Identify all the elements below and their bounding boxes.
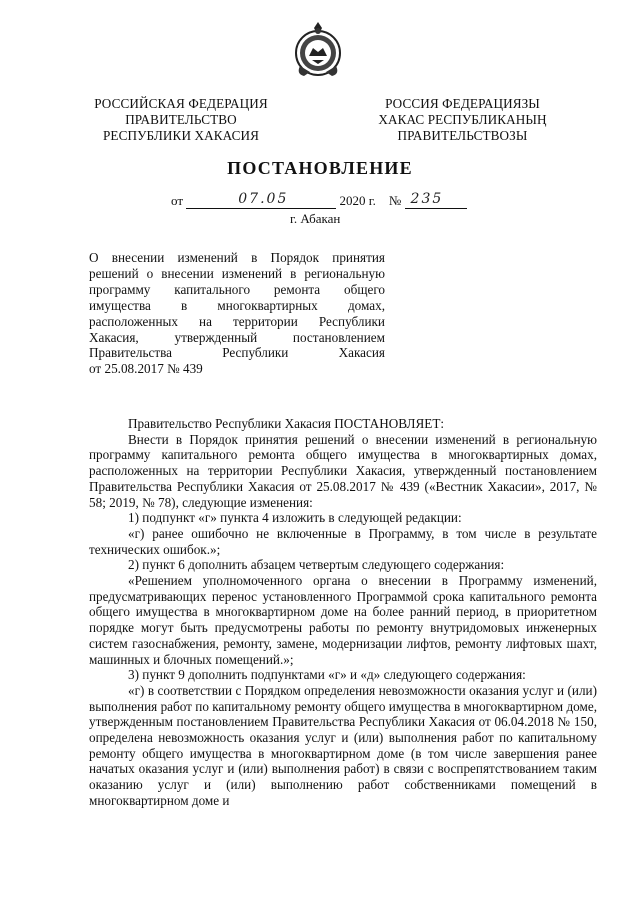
header-left-line: РЕСПУБЛИКИ ХАКАСИЯ — [103, 128, 259, 143]
coat-of-arms-icon — [292, 22, 344, 80]
subject-line: программу капитального ремонта общего — [89, 281, 385, 297]
paragraph: 3) пункт 9 дополнить подпунктами «г» и «д» следующего содержания: — [128, 667, 526, 683]
header-right-line: ХАКАС РЕСПУБЛИКАНЫҢ — [378, 112, 547, 127]
header-right — [350, 96, 575, 144]
paragraph: «г) в соответствии с Порядком определения невозможности оказания услуг и (или) выполнения работ по капитальному ремонту общего имущества в многоквартирном доме, утвержденным постановлением Правительства Республики Хакасия от 06.04.2018 № 150, определена невозможность оказания услуг и (или) выполнения работ по капитальному ремонту общего имущества в многоквартирном доме (в том числе завершения ранее начатых оказания услуг и (или) выполнения работ) в связи с воспрепятствованием таким оказанию услуг и (или) выполнению работ собственниками помещений в многоквартирном доме и — [89, 682, 597, 808]
paragraph: Правительство Республики Хакасия ПОСТАНОВЛЯЕТ: — [128, 416, 445, 431]
subject-line: Правительства Республики Хакасия — [89, 345, 385, 361]
header-left-line: РОССИЙСКАЯ ФЕДЕРАЦИЯ — [94, 96, 268, 111]
handwritten-date: 07.05 — [238, 191, 289, 207]
city: г. Абакан — [290, 211, 341, 226]
subject-line: от 25.08.2017 № 439 — [89, 361, 203, 377]
paragraph: 2) пункт 6 дополнить абзацем четвертым следующего содержания: — [128, 557, 505, 573]
subject-line: О внесении изменений в Порядок принятия — [89, 250, 385, 265]
subject-line: решений о внесении изменений в региональную — [89, 265, 385, 281]
subject-line: Хакасия, утвержденный постановлением — [89, 329, 385, 345]
document-title: ПОСТАНОВЛЕНИЕ — [227, 158, 413, 178]
paragraph: «Решением уполномоченного органа о внесении в Программу изменений, предусматривающих перенос установленного Программой срока капитального ремонта общего имущества в многоквартирном доме на более ранний период, в приоритетном порядке могут быть предусмотрены работы по ремонту внутридомовых инженерных систем газоснабжения, ремонту, замене, модернизации лифтов, ремонту лифтовых шахт, машинных и блочных помещений.»; — [89, 573, 597, 667]
subject-line: расположенных на территории Республики — [89, 313, 385, 329]
subject-line: имущества в многоквартирных домах, — [89, 297, 385, 313]
header-left — [76, 96, 286, 144]
header-right-line: РОССИЯ ФЕДЕРАЦИЯЗЫ — [385, 96, 540, 111]
header-right-line: ПРАВИТЕЛЬСТВОЗЫ — [397, 128, 528, 143]
paragraph: «г) ранее ошибочно не включенные в Программу, в том числе в результате технических ошибок.»; — [89, 525, 597, 557]
document-body — [89, 416, 597, 809]
number-blank — [405, 191, 467, 209]
number-sign: № — [388, 193, 402, 208]
paragraph: 1) подпункт «г» пункта 4 изложить в следующей редакции: — [128, 510, 462, 526]
date-prefix: от — [171, 193, 184, 208]
header-left-line: ПРАВИТЕЛЬСТВО — [125, 112, 237, 127]
date-line — [171, 193, 467, 209]
paragraph: Внести в Порядок принятия решений о внесении изменений в региональную программу капитального ремонта общего имущества в многоквартирных домах, расположенных на территории Республики Хакасия, утвержденный постановлением Правительства Республики Хакасия от 25.08.2017 № 439 («Вестник Хакасии», 2017, № 58; 2019, № 78), следующие изменения: — [89, 431, 597, 510]
subject-block — [89, 250, 385, 377]
date-blank — [186, 191, 336, 209]
date-year: 2020 г. — [339, 193, 376, 208]
handwritten-number: 235 — [410, 191, 444, 207]
